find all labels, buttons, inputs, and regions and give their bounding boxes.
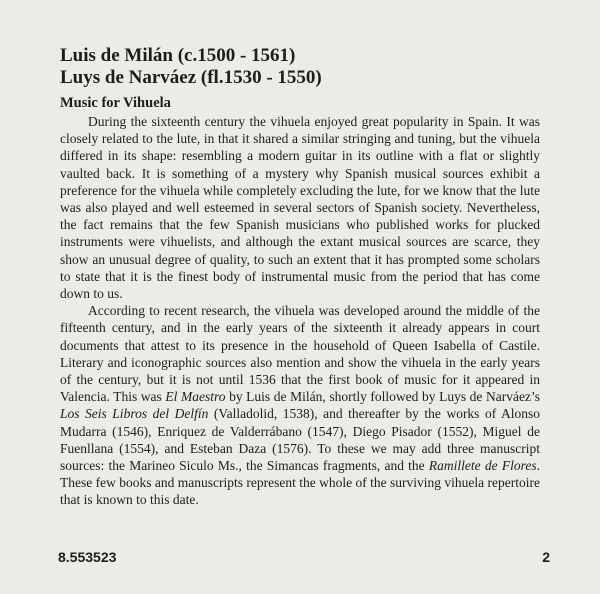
- italic-title: El Maestro: [165, 389, 226, 405]
- italic-title: Ramillete de Flores: [428, 458, 537, 474]
- paragraph: [60, 302, 540, 508]
- catalog-number: 8.553523: [58, 549, 117, 565]
- text-run: During the sixteenth century the vihuela enjoyed great popularity in Spain. It was closely related to the lute, in that it shared a similar stringing and tuning, but the vihuela differed in its shape: resembling a modern guitar in its outline with a flat or slightly vaulted back. It is something of a mystery why Spanish musical sources exhibit a preference for the vihuela while completely excluding the lute, for we know that the lute was also played and well esteemed in several sectors of Spanish society. Nevertheless, the fact remains that the few Spanish musicians who published works for plucked instruments were vihuelists, and although the extant musical sources are scarce, they show an unusual degree of quality, to such an extent that it has prompted some scholars to state that it is the finest body of instrumental music from the period that has come down to us.: [60, 114, 540, 302]
- composer-heading-milan: Luis de Milán (c.1500 - 1561): [60, 45, 296, 66]
- text-run: . These few books and manuscripts represent the whole of the surviving vihuela repertoire that is known to this date.: [60, 458, 540, 508]
- text-run: (Valladolid, 1538), and thereafter by the works of Alonso Mudarra (1546), Enriquez de Valderrábano (1547), Diego Pisador (1552), Miguel de Fuenllana (1554), and Esteban Daza (1576). To these we may add three manuscript sources: the Marineo Siculo Ms., the Simancas fragments, and the: [60, 406, 540, 474]
- section-title: Music for Vihuela: [60, 95, 171, 111]
- body-text: [60, 113, 540, 509]
- italic-title: Los Seis Libros del Delfín: [60, 406, 209, 422]
- composer-heading-narvaez: Luys de Narváez (fl.1530 - 1550): [60, 67, 322, 88]
- text-run: According to recent research, the vihuela was developed around the middle of the fifteenth century, and in the early years of the sixteenth it already appears in court documents that attest to its presence in the household of Queen Isabella of Castile. Literary and iconographic sources also mention and show the vihuela in the early years of the century, but it is not until 1536 that the first book of music for it appeared in Valencia. This was: [60, 303, 540, 405]
- text-run: by Luis de Milán, shortly followed by Luys de Narváez’s: [225, 389, 540, 405]
- paragraph: [60, 113, 540, 302]
- page-number: 2: [542, 549, 550, 565]
